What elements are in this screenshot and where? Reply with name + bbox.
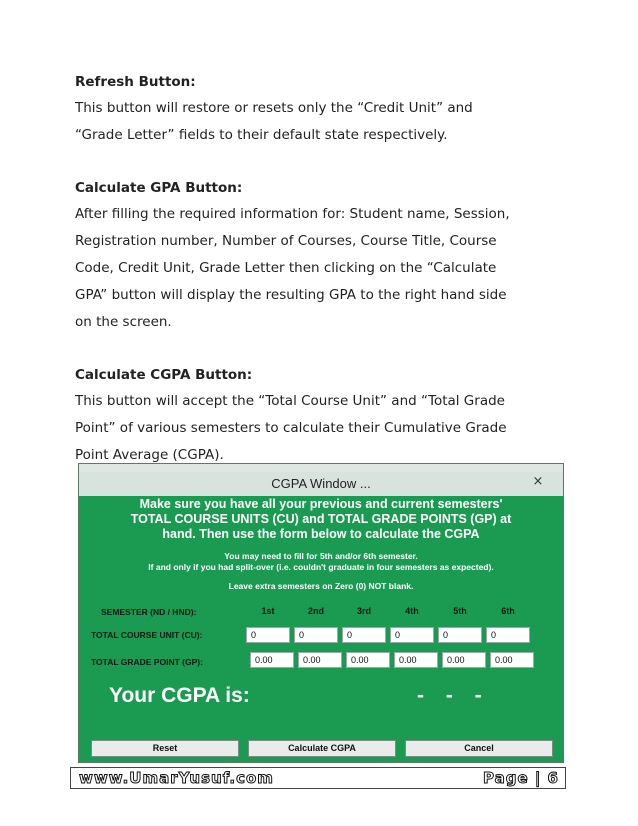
calculate-cgpa-button[interactable]: Calculate CGPA: [248, 740, 396, 757]
gp-input-5th[interactable]: 0.00: [442, 652, 486, 668]
instruction-line: TOTAL COURSE UNITS (CU) and TOTAL GRADE POINTS (GP) at: [130, 512, 512, 526]
paragraph-line: Point Average (CGPA).: [75, 447, 224, 463]
gp-input-4th[interactable]: 0.00: [394, 652, 438, 668]
semester-header: 5th: [453, 606, 467, 616]
section-heading-refresh: Refresh Button:: [75, 74, 196, 90]
cgpa-window-screenshot: [78, 463, 564, 763]
paragraph-line: Code, Credit Unit, Grade Letter then clicking on the “Calculate: [75, 260, 497, 276]
gp-input-2nd[interactable]: 0.00: [298, 652, 342, 668]
instruction-line: hand. Then use the form below to calculate the CGPA: [162, 527, 480, 541]
cancel-button[interactable]: Cancel: [405, 740, 553, 757]
gp-input-6th[interactable]: 0.00: [490, 652, 534, 668]
cu-input-2nd[interactable]: 0: [294, 627, 338, 643]
footer-website: www.UmarYusuf.com: [79, 769, 274, 787]
paragraph-line: After filling the required information for: Student name, Session,: [75, 206, 510, 222]
gp-input-1st[interactable]: 0.00: [250, 652, 294, 668]
gp-label: TOTAL GRADE POINT (GP):: [91, 657, 203, 667]
semester-header: 6th: [501, 606, 515, 616]
window-titlebar: [79, 472, 563, 496]
paragraph-line: GPA” button will display the resulting GPA to the right hand side: [75, 287, 507, 303]
semester-header: 1st: [261, 606, 275, 616]
paragraph-line: This button will restore or resets only the “Credit Unit” and: [75, 100, 473, 116]
paragraph-line: on the screen.: [75, 314, 172, 330]
paragraph-line: This button will accept the “Total Course Unit” and “Total Grade: [75, 393, 505, 409]
instruction-line: Make sure you have all your previous and current semesters': [139, 497, 503, 511]
note-line: Leave extra semesters on Zero (0) NOT blank.: [228, 581, 414, 591]
note-line: If and only if you had split-over (i.e. couldn't graduate in four semesters as expected).: [148, 562, 494, 572]
document-body: [75, 70, 563, 469]
cu-input-1st[interactable]: 0: [246, 627, 290, 643]
semester-header: 3rd: [356, 606, 371, 616]
page-footer: [70, 767, 566, 789]
cgpa-result-value: - - -: [417, 684, 490, 707]
note-line: You may need to fill for 5th and/or 6th semester.: [224, 551, 418, 561]
cu-input-5th[interactable]: 0: [438, 627, 482, 643]
footer-page-number: Page | 6: [483, 769, 559, 787]
cu-input-3rd[interactable]: 0: [342, 627, 386, 643]
window-title: CGPA Window ...: [271, 476, 371, 491]
cu-input-6th[interactable]: 0: [486, 627, 530, 643]
paragraph-line: Registration number, Number of Courses, Course Title, Course: [75, 233, 497, 249]
section-heading-calculate-cgpa: Calculate CGPA Button:: [75, 367, 253, 383]
close-icon[interactable]: ×: [532, 474, 544, 489]
paragraph-line: Point” of various semesters to calculate their Cumulative Grade: [75, 420, 507, 436]
cu-input-4th[interactable]: 0: [390, 627, 434, 643]
cgpa-result-label: Your CGPA is:: [109, 684, 250, 707]
gp-input-3rd[interactable]: 0.00: [346, 652, 390, 668]
semester-header: 4th: [405, 606, 419, 616]
reset-button[interactable]: Reset: [91, 740, 239, 757]
taskbar-strip: [79, 464, 563, 472]
semester-label: SEMESTER (ND / HND):: [101, 607, 197, 617]
section-heading-calculate-gpa: Calculate GPA Button:: [75, 180, 243, 196]
paragraph-line: “Grade Letter” fields to their default state respectively.: [75, 127, 448, 143]
cu-label: TOTAL COURSE UNIT (CU):: [91, 630, 203, 640]
semester-header: 2nd: [307, 606, 324, 616]
